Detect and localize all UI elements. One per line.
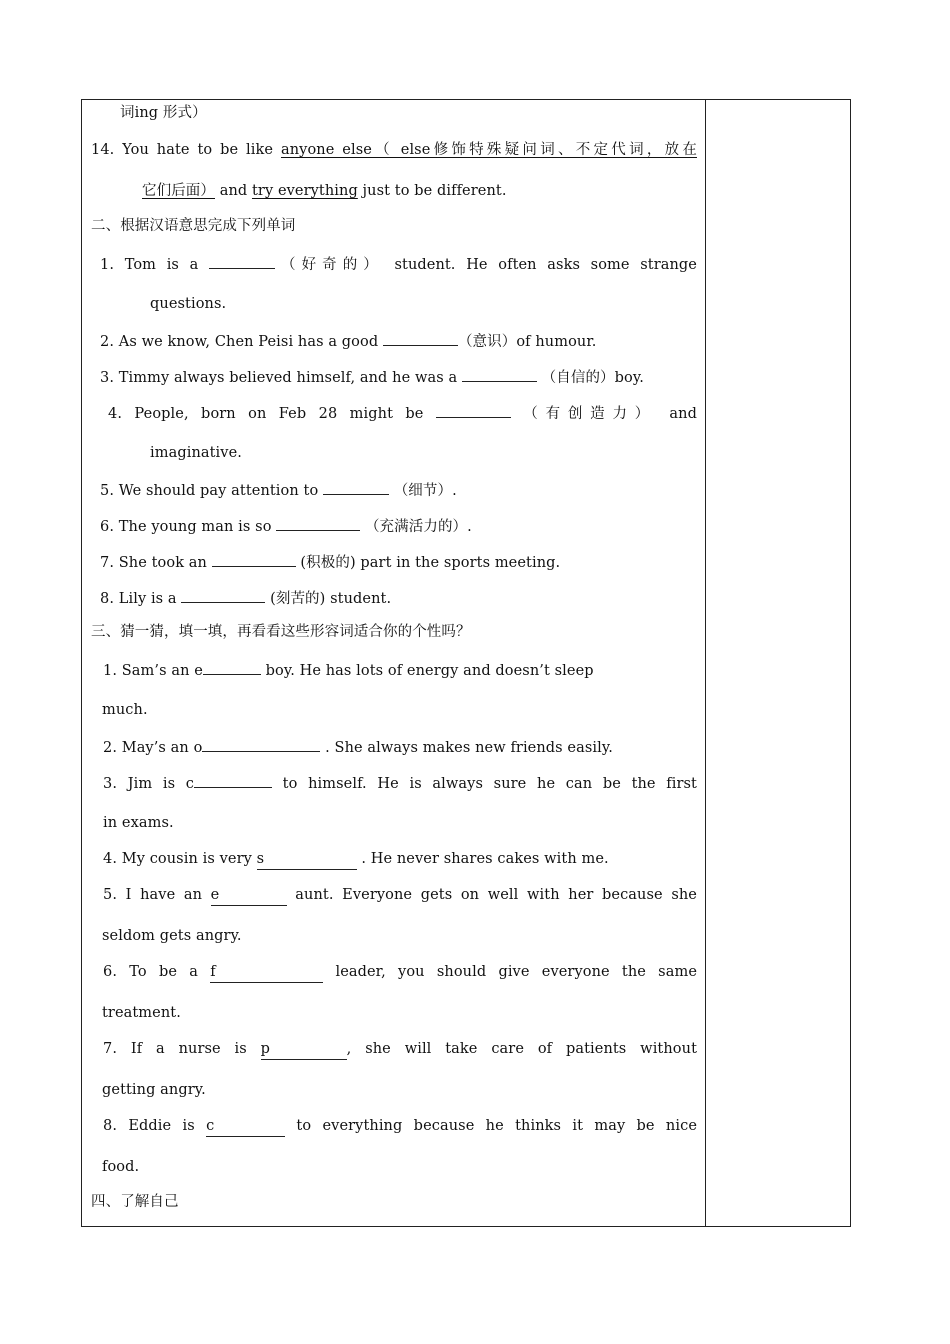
answer-blank[interactable] [194, 772, 272, 788]
sec2-question-5: 5. We should pay attention to （细节）. [100, 479, 457, 501]
text-line: getting angry. [102, 1082, 206, 1098]
sec3-question-3: 3. Jim is c to himself. He is always sure he can be the first [103, 772, 697, 794]
answer-blank[interactable] [436, 402, 511, 418]
text-line: much. [102, 702, 148, 718]
answer-blank[interactable]: c [206, 1116, 285, 1137]
sec3-question-6: 6. To be a f leader, you should give everyone the same [103, 962, 697, 983]
text-line: 词ing 形式） [120, 105, 207, 121]
section-heading: 二、根据汉语意思完成下列单词 [91, 218, 296, 234]
section-heading: 四、了解自己 [91, 1194, 179, 1210]
sec2-question-7: 7. She took an (积极的) part in the sports meeting. [100, 551, 560, 573]
text-line: imaginative. [150, 445, 242, 461]
sec2-question-8: 8. Lily is a (刻苦的) student. [100, 587, 391, 609]
answer-blank[interactable] [202, 736, 320, 752]
answer-blank[interactable] [212, 551, 296, 567]
sec2-question-1: 1. Tom is a （好奇的） student. He often asks some strange [100, 253, 697, 275]
answer-blank[interactable]: p [261, 1039, 347, 1060]
text-line: questions. [150, 296, 227, 312]
sec2-question-6: 6. The young man is so （充满活力的）. [100, 515, 472, 537]
section-heading: 三、猜一猜，填一填，再看看这些形容词适合你的个性吗？ [91, 624, 471, 640]
answer-blank[interactable]: e [211, 885, 287, 906]
text-line: food. [102, 1159, 140, 1175]
answer-blank[interactable] [462, 366, 537, 382]
answer-blank[interactable] [383, 330, 458, 346]
sec3-question-2: 2. May’s an o . She always makes new friends easily. [103, 736, 613, 758]
text-line: in exams. [103, 815, 174, 831]
answer-blank[interactable] [276, 515, 360, 531]
answer-blank[interactable]: s [257, 849, 357, 870]
answer-blank[interactable] [181, 587, 265, 603]
sec3-question-8: 8. Eddie is c to everything because he thinks it may be nice [103, 1116, 697, 1137]
answer-blank[interactable] [203, 659, 261, 675]
answer-blank[interactable]: f [210, 962, 323, 983]
text-line: seldom gets angry. [102, 928, 242, 944]
sec2-question-4: 4. People, born on Feb 28 might be （有创造力） and [108, 402, 697, 424]
sec3-question-4: 4. My cousin is very s . He never shares cakes with me. [103, 849, 609, 870]
sec2-question-3: 3. Timmy always believed himself, and he was a （自信的）boy. [100, 366, 644, 388]
sec2-question-2: 2. As we know, Chen Peisi has a good （意识）of humour. [100, 330, 597, 352]
text-line: treatment. [102, 1005, 181, 1021]
answer-blank[interactable] [323, 479, 389, 495]
question-14: 14. You hate to be like anyone else（ else修饰特殊疑问词、不定代词，放在 [91, 142, 697, 158]
question-14-cont: 它们后面） and try everything just to be different. [142, 183, 507, 199]
answer-blank[interactable] [209, 253, 275, 269]
column-divider [705, 99, 706, 1227]
sec3-question-1: 1. Sam’s an e boy. He has lots of energy and doesn’t sleep [103, 659, 594, 681]
sec3-question-7: 7. If a nurse is p , she will take care of patients without [103, 1039, 697, 1060]
sec3-question-5: 5. I have an e aunt. Everyone gets on well with her because she [103, 885, 697, 906]
